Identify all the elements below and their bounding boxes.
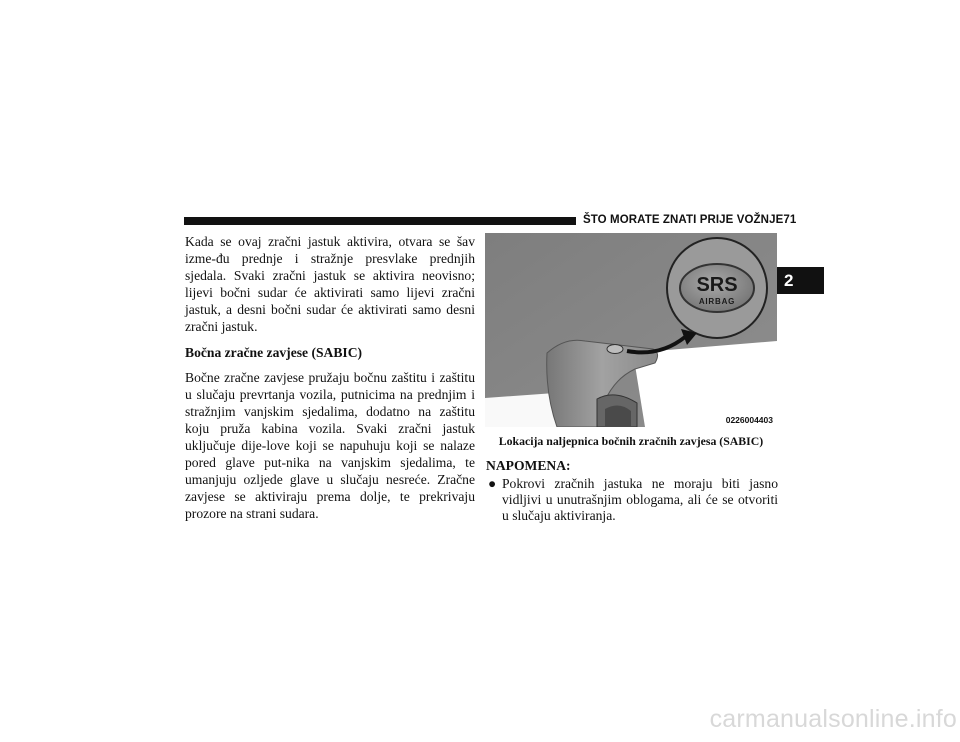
pillar-label-icon xyxy=(607,345,623,354)
figure-sabic-label xyxy=(485,233,777,427)
running-header xyxy=(583,212,797,228)
figure-code: 0226004403 xyxy=(725,415,773,425)
list-item xyxy=(486,476,778,524)
figure-illustration xyxy=(485,233,777,427)
badge-text-airbag: AIRBAG xyxy=(698,297,736,306)
grab-handle-recess xyxy=(605,405,631,427)
note-list xyxy=(486,476,778,524)
heading-sabic: Bočna zračne zavjese (SABIC) xyxy=(185,345,363,360)
section-title: ŠTO MORATE ZNATI PRIJE VOŽNJE xyxy=(583,214,784,226)
bullet-icon: ● xyxy=(488,476,497,491)
note-title: NAPOMENA: xyxy=(486,458,571,473)
page-number: 71 xyxy=(783,214,797,226)
header-rule xyxy=(184,217,576,225)
left-column xyxy=(185,233,475,531)
badge-text-srs: SRS xyxy=(696,274,738,296)
note-item-text: Pokrovi zračnih jastuka ne moraju biti jasno vidljivi u unutrašnjim oblogama, ali će se otvoriti u slučaju aktiviranja. xyxy=(502,476,778,523)
chapter-tab xyxy=(773,267,824,294)
paragraph-sabic: Bočne zračne zavjese pružaju bočnu zaštitu i zaštitu u slučaju prevrtanja vozila, putnicima na prednjim i stražnjim vanjskim sjedalima, dodatno na zaštitu koju pruža kabina vozila. Svaki zračni jastuk uključuje dije-love koji se napuhuju koji se nalaze pored glave put-nika na vanjskim sjedalima, te umanjuju ozljede glave u slučaju nesreće. Zračne zavjese se aktiviraju prema dolje, te prekrivaju prozore na strani sudara. xyxy=(185,370,475,521)
paragraph-seat-airbag: Kada se ovaj zračni jastuk aktivira, otvara se šav izme-đu prednje i stražnje presvlake prednjih sjedala. Svaki zračni jastuk se aktivira neovisno; lijevi bočni sudar će aktivirati samo lijevi zračni jastuk, a desni bočni sudar će aktivirati samo desni zračni jastuk. xyxy=(185,234,475,334)
watermark: carmanualsonline.info xyxy=(709,705,957,733)
figure-caption: Lokacija naljepnica bočnih zračnih zavjesa (SABIC) xyxy=(498,434,764,448)
chapter-number: 2 xyxy=(784,270,794,290)
